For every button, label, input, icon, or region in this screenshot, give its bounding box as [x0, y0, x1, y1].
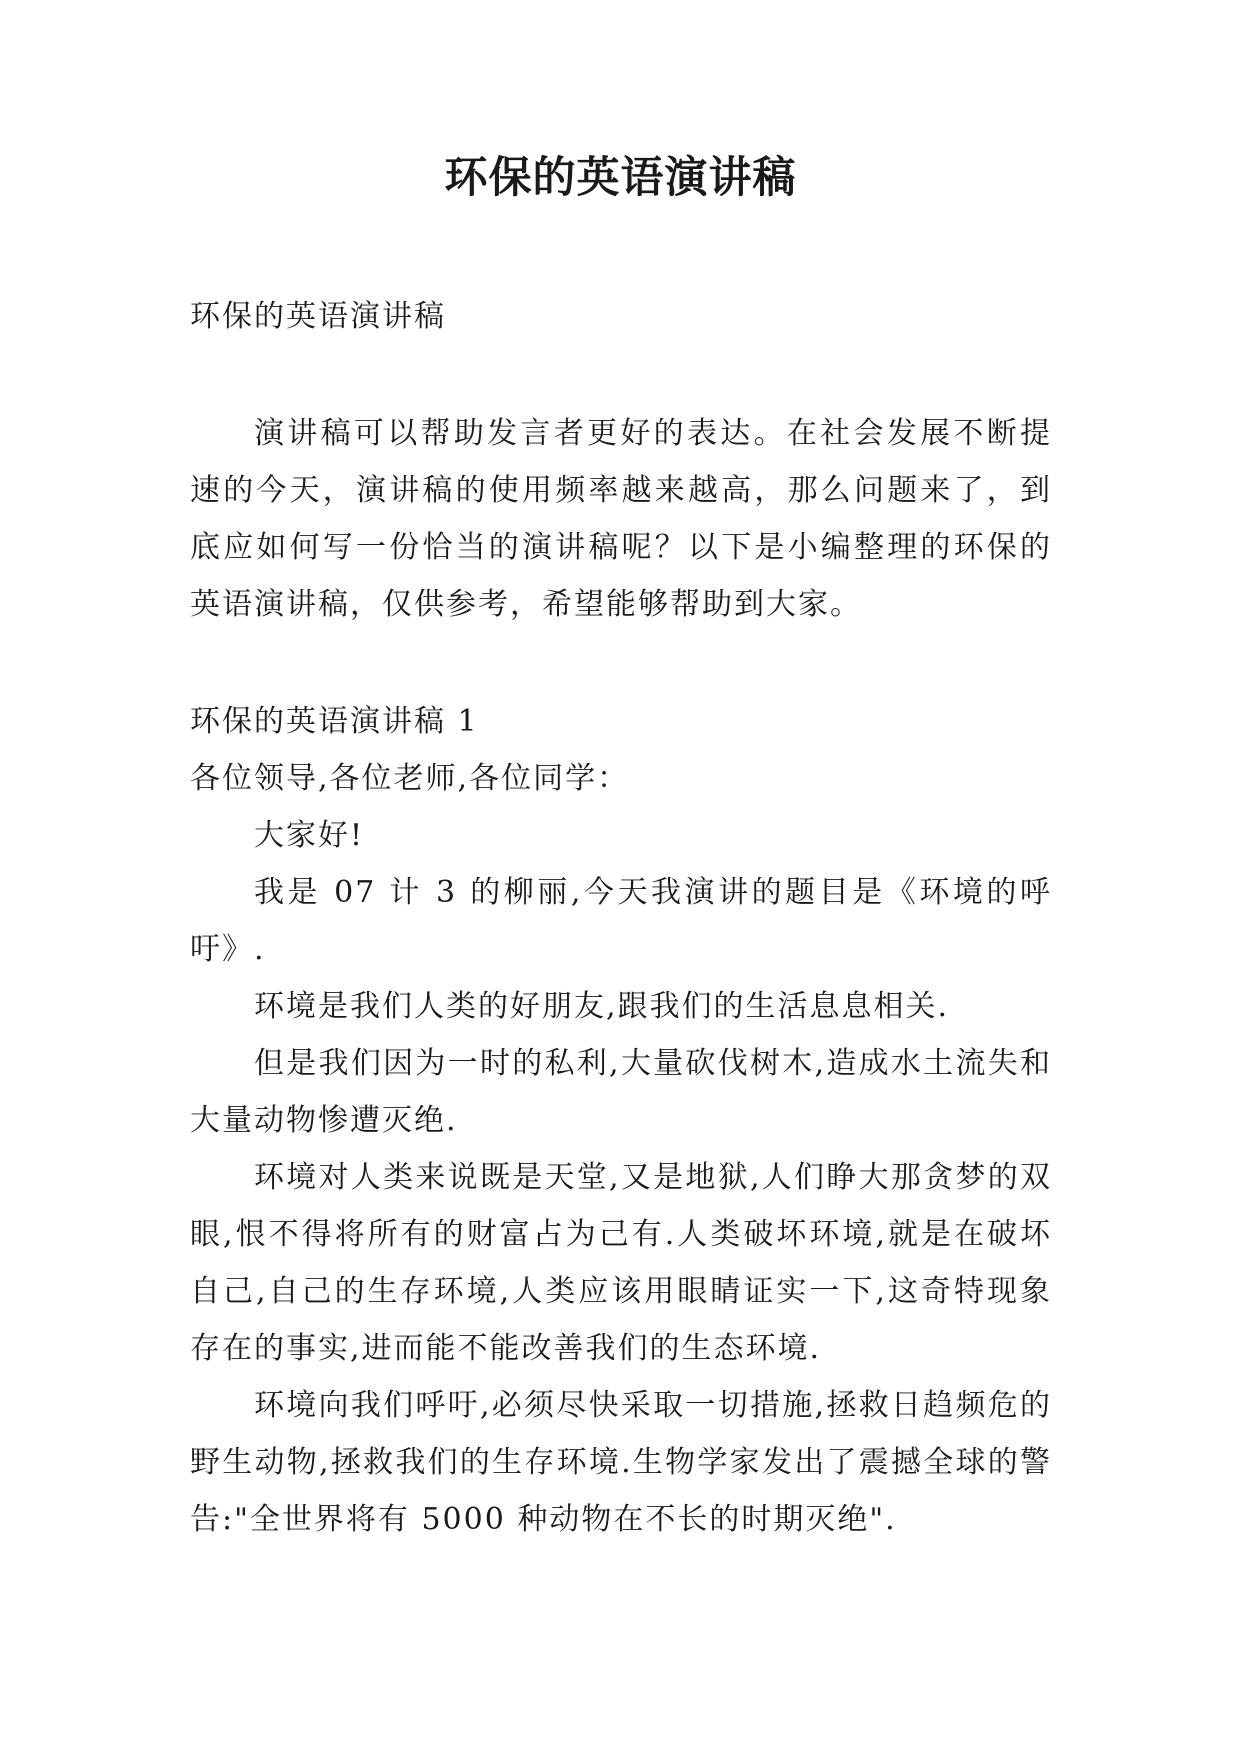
- section-heading: 环保的英语演讲稿 1: [190, 704, 479, 739]
- body-paragraph: 环境对人类来说既是天堂,又是地狱,人们睁大那贪梦的双眼,恨不得将所有的财富占为己有.人类破坏环境,就是在破坏自己,自己的生存环境,人类应该用眼睛证实一下,这奇特现象存在的事实,进而能不能改善我们的生态环境.: [190, 1160, 1052, 1366]
- body-paragraph: 环境向我们呼吁,必须尽快采取一切措施,拯救日趋频危的野生动物,拯救我们的生存环境.生物学家发出了震撼全球的警告:"全世界将有 5000 种动物在不长的时期灭绝".: [190, 1388, 1052, 1537]
- salutation: 各位领导,各位老师,各位同学：: [190, 761, 630, 796]
- body-paragraph: 环境是我们人类的好朋友,跟我们的生活息息相关.: [254, 989, 950, 1024]
- body-paragraph: 大家好!: [254, 818, 365, 853]
- body-paragraph: 但是我们因为一时的私利,大量砍伐树木,造成水土流失和大量动物惨遭灭绝.: [190, 1046, 1052, 1138]
- spacer: [190, 345, 1052, 405]
- document-subtitle: 环保的英语演讲稿: [190, 299, 446, 334]
- spacer: [190, 633, 1052, 693]
- document-title: 环保的英语演讲稿: [444, 153, 797, 203]
- intro-paragraph: 演讲稿可以帮助发言者更好的表达。在社会发展不断提速的今天，演讲稿的使用频率越来越高，那么问题来了，到底应如何写一份恰当的演讲稿呢？以下是小编整理的环保的英语演讲稿，仅供参考，希望能够帮助到大家。: [190, 416, 1052, 622]
- document-body: [190, 288, 1052, 1548]
- body-paragraph: 我是 07 计 3 的柳丽,今天我演讲的题目是《环境的呼吁》.: [190, 875, 1052, 967]
